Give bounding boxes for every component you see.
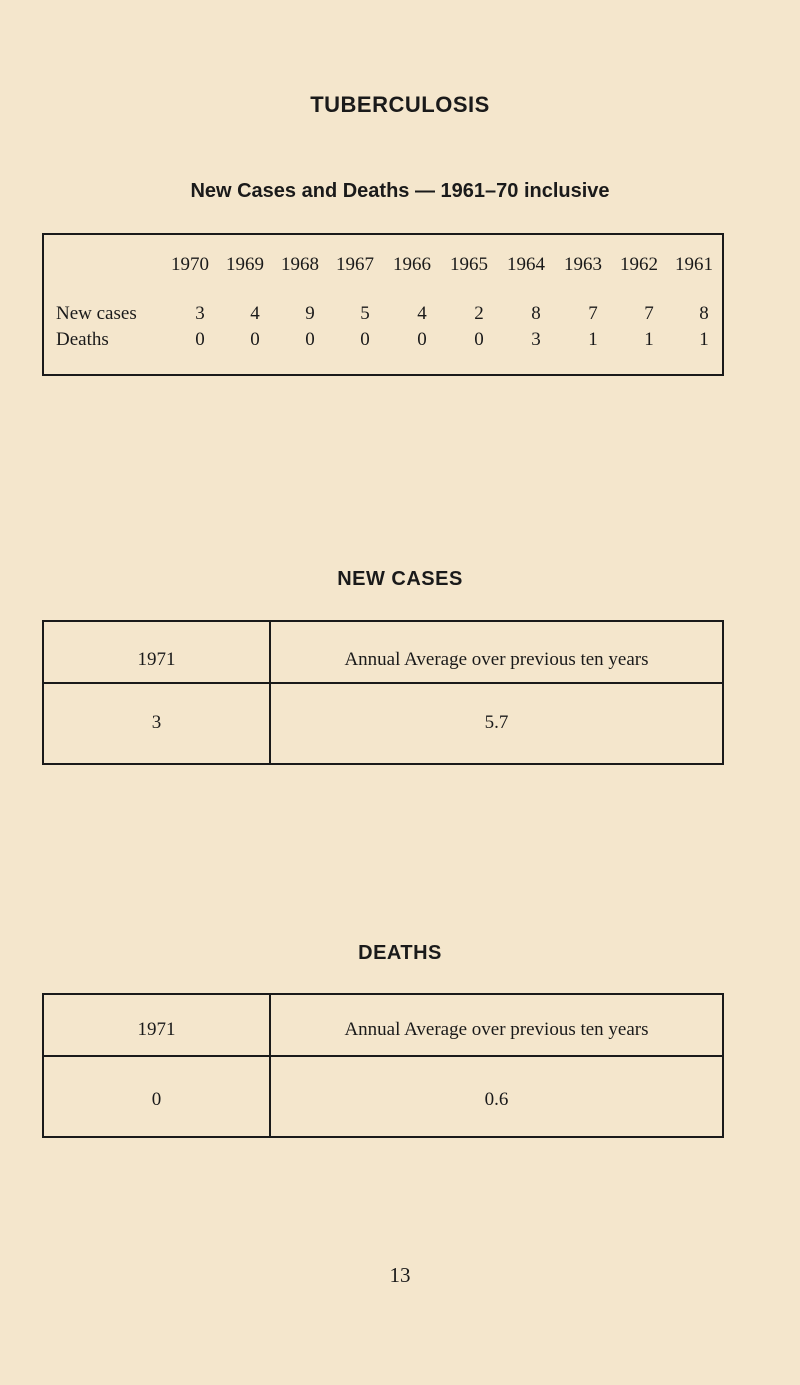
table-cell: 4 bbox=[417, 303, 427, 324]
column-header: 1971 bbox=[137, 649, 176, 670]
new-cases-table bbox=[42, 620, 724, 765]
table-cell: 3 bbox=[151, 712, 162, 733]
table-cell: 0 bbox=[417, 329, 427, 350]
year-header-row bbox=[44, 254, 724, 280]
table-cell: 1 bbox=[699, 329, 709, 350]
table-cell: 9 bbox=[305, 303, 315, 324]
column-header: Annual Average over previous ten years bbox=[344, 649, 649, 670]
summary-table bbox=[42, 233, 724, 376]
page-subtitle: New Cases and Deaths — 1961–70 inclusive bbox=[190, 180, 610, 202]
table-divider bbox=[44, 1055, 722, 1057]
table-cell: 3 bbox=[195, 303, 205, 324]
year-header: 1969 bbox=[226, 254, 264, 275]
column-header: Annual Average over previous ten years bbox=[344, 1019, 649, 1040]
year-header: 1965 bbox=[450, 254, 488, 275]
deaths-heading: DEATHS bbox=[358, 942, 442, 964]
year-header: 1964 bbox=[507, 254, 545, 275]
new-cases-heading: NEW CASES bbox=[337, 568, 463, 590]
table-cell: 0 bbox=[151, 1089, 162, 1110]
page-title: TUBERCULOSIS bbox=[310, 92, 490, 117]
year-header: 1970 bbox=[171, 254, 209, 275]
deaths-row bbox=[44, 329, 724, 355]
table-cell: 0 bbox=[305, 329, 315, 350]
table-cell: 0 bbox=[474, 329, 484, 350]
column-header: 1971 bbox=[137, 1019, 176, 1040]
table-cell: 0 bbox=[250, 329, 260, 350]
year-header: 1962 bbox=[620, 254, 658, 275]
year-header: 1966 bbox=[393, 254, 431, 275]
table-cell: 1 bbox=[588, 329, 598, 350]
table-cell: 7 bbox=[588, 303, 598, 324]
row-label: New cases bbox=[56, 303, 137, 324]
table-cell: 8 bbox=[531, 303, 541, 324]
year-header: 1968 bbox=[281, 254, 319, 275]
table-cell: 0.6 bbox=[484, 1089, 509, 1110]
page-number: 13 bbox=[389, 1263, 411, 1287]
table-cell: 1 bbox=[644, 329, 654, 350]
table-cell: 5 bbox=[360, 303, 370, 324]
table-cell: 3 bbox=[531, 329, 541, 350]
table-divider bbox=[269, 622, 271, 763]
table-cell: 2 bbox=[474, 303, 484, 324]
table-divider bbox=[269, 995, 271, 1136]
table-cell: 0 bbox=[360, 329, 370, 350]
new-cases-row bbox=[44, 303, 724, 329]
year-header: 1967 bbox=[336, 254, 374, 275]
row-label: Deaths bbox=[56, 329, 109, 350]
deaths-table bbox=[42, 993, 724, 1138]
table-cell: 4 bbox=[250, 303, 260, 324]
table-divider bbox=[44, 682, 722, 684]
year-header: 1961 bbox=[675, 254, 713, 275]
table-cell: 8 bbox=[699, 303, 709, 324]
table-cell: 5.7 bbox=[484, 712, 509, 733]
table-cell: 7 bbox=[644, 303, 654, 324]
table-cell: 0 bbox=[195, 329, 205, 350]
year-header: 1963 bbox=[564, 254, 602, 275]
